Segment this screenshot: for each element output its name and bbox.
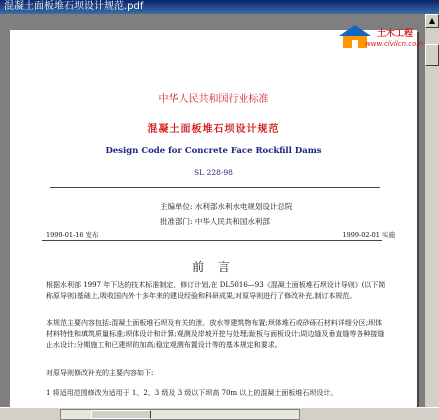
horizontal-scrollbar[interactable] <box>60 409 300 420</box>
title-cn: 混凝土面板堆石坝设计规范 <box>147 124 280 135</box>
pdf-page <box>10 30 417 410</box>
paragraph: 根据水利部 1997 年下达的技术标准制定、修订计划,在 DL5016—93《混凝土面板堆石坝设计导则》(以下简称原导则)基础上,吸收国内外十多年来的建设经验和科研成果,对原导则进行了修改补充,制订本规范。 <box>46 281 386 300</box>
standard-code: SL 228-98 <box>194 168 233 177</box>
publish-date: 1999-01-16 发布 <box>46 231 99 239</box>
paragraph: 1 将适用范围修改为适用于 1、2、3 级及 3 级以下坝高 70m 以上的混凝土面板堆石坝设计。 <box>46 389 338 397</box>
watermark-brand: 土木工程 <box>377 29 414 39</box>
divider <box>50 187 380 188</box>
paragraph: 本规范主要内容包括:混凝土面板堆石坝及有关的泄、放水等建筑物布置;坝体堆石或砂砾石材料详细分区;坝体材料特性和填筑质量标准;坝体设计和计算;观测及岸坡开挖与处理;趾板与面板设计;周边缝及垂直缝等各种接缝止水设计;分期施工和已建坝的加高;稳定观测布置设计等的基本规定和要求。 <box>46 319 385 349</box>
status-bar <box>0 407 439 420</box>
horizontal-scroll-thumb[interactable] <box>91 410 151 419</box>
window-title: 混凝土面板堆石坝设计规范.pdf <box>0 0 439 14</box>
implement-date: 1999-02-01 实施 <box>342 231 395 239</box>
paragraph: 对原导则修改补充的主要内容如下: <box>46 369 154 377</box>
watermark-logo <box>335 20 423 52</box>
vertical-scrollbar[interactable] <box>425 14 439 407</box>
editor-unit: 主编单位: 水利部水利水电规划设计总院 <box>160 202 293 211</box>
title-en: Design Code for Concrete Face Rockfill Dams <box>105 146 322 156</box>
document-viewer[interactable] <box>0 14 425 407</box>
approval-dept: 批准部门: 中华人民共和国水利部 <box>160 217 270 226</box>
foreword-heading: 前 言 <box>192 260 235 274</box>
standard-header: 中华人民共和国行业标准 <box>158 94 269 105</box>
scroll-up-button[interactable]: ▲ <box>425 14 439 28</box>
watermark-url: www.civilcn.com <box>365 40 424 48</box>
scroll-thumb[interactable] <box>425 44 439 66</box>
divider <box>42 240 382 241</box>
